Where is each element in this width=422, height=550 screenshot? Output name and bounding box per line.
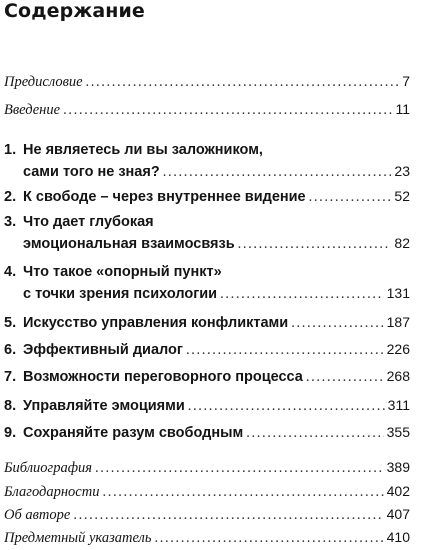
leader-dots (238, 236, 392, 253)
toc-page-number: 7 (402, 73, 410, 89)
toc-entry-label: Искусство управления конфликтами (23, 315, 289, 331)
toc-page-number: 355 (386, 424, 410, 440)
toc-entry-chapter-1[interactable] (4, 142, 410, 181)
toc-entry-chapter-2[interactable] (4, 188, 410, 206)
toc-entry-label: с точки зрения психологии (23, 286, 218, 302)
toc-page-number: 410 (386, 529, 410, 545)
toc-entry-label: Предметный указатель (4, 530, 152, 546)
toc-page-number: 187 (386, 314, 410, 330)
toc-entry-chapter-5[interactable] (4, 314, 410, 332)
toc-entry-label: Управляйте эмоциями (23, 398, 185, 414)
toc-entry-label: К свободе – через внутреннее видение (23, 189, 306, 205)
leader-dots (186, 342, 384, 359)
toc-page-number: 311 (387, 397, 410, 413)
toc-entry-label: эмоциональная взаимосвязь (23, 236, 235, 252)
leader-dots (154, 530, 383, 547)
toc-entry-chapter-6[interactable] (4, 341, 410, 359)
toc-entry-label: Благодарности (4, 484, 100, 500)
toc-page-number: 23 (394, 163, 410, 179)
toc-entry-chapter-8[interactable] (4, 397, 410, 415)
leader-dots (188, 398, 385, 415)
toc-page-number: 407 (386, 506, 410, 522)
toc-page-number: 131 (386, 285, 410, 301)
chapter-number: 4. (4, 264, 17, 280)
toc-page-number: 402 (386, 483, 410, 499)
toc-page-number: 389 (386, 459, 410, 475)
chapter-number: 7. (4, 369, 17, 385)
chapter-number: 5. (4, 315, 17, 331)
toc-entry-acknowledgements[interactable] (4, 483, 410, 501)
leader-dots (246, 425, 383, 442)
toc-entry-label: Введение (4, 102, 61, 118)
toc-entry-label: Об авторе (4, 507, 71, 523)
toc-entry-subject-index[interactable] (4, 529, 410, 547)
leader-dots (86, 74, 400, 91)
toc-page-number: 82 (394, 235, 410, 251)
toc-entry-label: Возможности переговорного процесса (23, 369, 303, 385)
toc-entry-introduction[interactable] (4, 101, 410, 119)
chapter-number: 6. (4, 342, 17, 358)
toc-entry-chapter-7[interactable] (4, 368, 410, 386)
chapter-number: 1. (4, 142, 17, 158)
chapter-number: 2. (4, 189, 17, 205)
toc-entry-label: Библиография (4, 460, 92, 476)
leader-dots (95, 460, 384, 477)
chapter-number: 9. (4, 425, 17, 441)
leader-dots (73, 507, 383, 524)
leader-dots (163, 164, 392, 181)
toc-page-number: 52 (394, 188, 410, 204)
toc-entry-preface[interactable] (4, 73, 410, 91)
leader-dots (63, 102, 392, 119)
chapter-number: 8. (4, 398, 17, 414)
toc-entry-label: Что такое «опорный пункт» (23, 264, 222, 280)
toc-entry-label: Эффективный диалог (23, 342, 183, 358)
toc-entry-chapter-9[interactable] (4, 424, 410, 442)
toc-page-number: 226 (386, 341, 410, 357)
leader-dots (309, 189, 392, 206)
leader-dots (291, 315, 383, 332)
leader-dots (306, 369, 384, 386)
chapter-number: 3. (4, 214, 17, 230)
toc-entry-label: Что дает глубокая (23, 214, 154, 230)
toc-entry-label: Предисловие (4, 74, 83, 90)
toc-entry-chapter-3[interactable] (4, 214, 410, 253)
toc-page-number: 11 (395, 101, 410, 117)
toc-entry-label: Сохраняйте разум свободным (23, 425, 244, 441)
leader-dots (102, 484, 383, 501)
toc-entry-bibliography[interactable] (4, 459, 410, 477)
page-title: Содержание (4, 0, 145, 22)
toc-entry-about-author[interactable] (4, 506, 410, 524)
toc-page-number: 268 (386, 368, 410, 384)
leader-dots (220, 286, 384, 303)
toc-entry-label: сами того не зная? (23, 164, 160, 180)
toc-entry-chapter-4[interactable] (4, 264, 410, 303)
toc-entry-label: Не являетесь ли вы заложником, (23, 142, 263, 158)
